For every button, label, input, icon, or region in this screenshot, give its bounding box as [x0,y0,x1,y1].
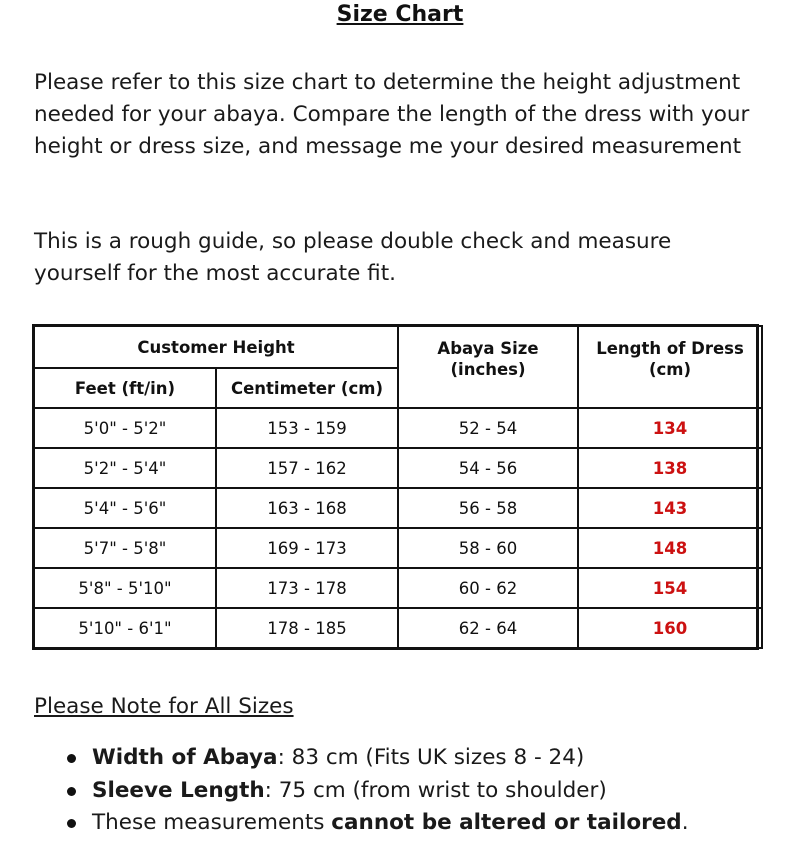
cell-feet: 5'0" - 5'2" [34,408,216,448]
cell-cm: 178 - 185 [216,608,398,648]
page-title: Size Chart [336,2,464,27]
cell-feet: 5'8" - 5'10" [34,568,216,608]
cell-abaya-size: 62 - 64 [398,608,578,648]
cell-length: 148 [578,528,762,568]
header-feet: Feet (ft/in) [34,368,216,408]
table-row [34,448,762,488]
cell-feet: 5'4" - 5'6" [34,488,216,528]
cell-feet: 5'2" - 5'4" [34,448,216,488]
cell-abaya-size: 56 - 58 [398,488,578,528]
note-value-width: : 83 cm (Fits UK sizes 8 - 24) [277,745,585,770]
table-row [34,608,762,648]
cell-feet: 5'7" - 5'8" [34,528,216,568]
notes-list [34,742,689,840]
header-abaya-size: Abaya Size (inches) [398,326,578,408]
note-label-sleeve: Sleeve Length [92,777,265,803]
cell-feet: 5'10" - 6'1" [34,608,216,648]
header-customer-height: Customer Height [34,326,398,368]
cell-length: 134 [578,408,762,448]
bullet-icon [67,819,76,828]
table-row [34,528,762,568]
list-item [34,742,689,775]
size-chart-table [33,325,763,649]
table-row [34,568,762,608]
cell-length: 138 [578,448,762,488]
cell-abaya-size: 58 - 60 [398,528,578,568]
intro-paragraph: Please refer to this size chart to determine the height adjustment needed for your abaya. Compare the length of the dress with your height or dress size, and message me your desired measurement [34,70,750,159]
table-row [34,488,762,528]
cell-length: 154 [578,568,762,608]
guide-paragraph: This is a rough guide, so please double check and measure yourself for the most accurate fit. [34,229,672,286]
note-label-width: Width of Abaya [92,745,278,770]
cell-cm: 169 - 173 [216,528,398,568]
cell-cm: 157 - 162 [216,448,398,488]
cell-abaya-size: 54 - 56 [398,448,578,488]
note-text-pre: These measurements [92,810,332,835]
header-centimeter: Centimeter (cm) [216,368,398,408]
note-text-post: . [681,810,689,835]
cell-cm: 163 - 168 [216,488,398,528]
bullet-icon [67,754,76,763]
list-item [34,775,689,808]
bullet-icon [67,787,76,796]
cell-length: 143 [578,488,762,528]
cell-abaya-size: 52 - 54 [398,408,578,448]
header-length-of-dress: Length of Dress (cm) [578,326,762,408]
cell-cm: 173 - 178 [216,568,398,608]
note-text-emphasis: cannot be altered or tailored [331,810,682,835]
notes-heading: Please Note for All Sizes [34,694,294,719]
list-item [34,807,689,840]
table-row [34,408,762,448]
cell-abaya-size: 60 - 62 [398,568,578,608]
cell-length: 160 [578,608,762,648]
cell-cm: 153 - 159 [216,408,398,448]
note-value-sleeve: : 75 cm (from wrist to shoulder) [264,777,607,803]
